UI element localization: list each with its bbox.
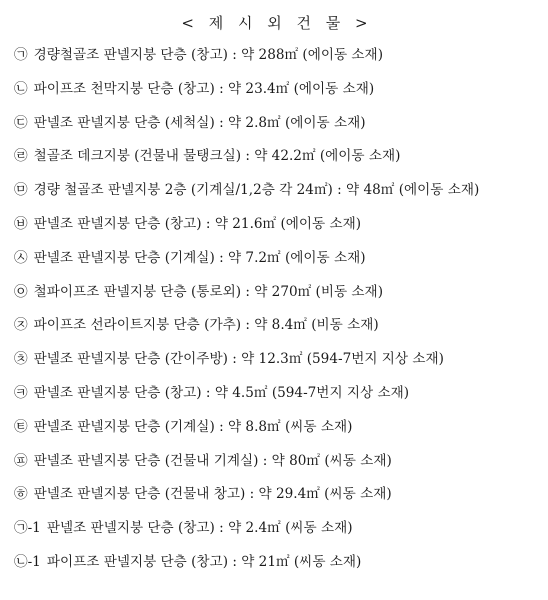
item-marker: ㉨ [14, 317, 28, 334]
item-marker: ㉪ [14, 384, 28, 401]
list-item [14, 242, 540, 276]
item-text: 철파이프조 판넬지붕 단층 (통로외) : 약 270㎡ (비동 소재) [33, 283, 383, 300]
item-text: 판넬조 판넬지붕 단층 (세척실) : 약 2.8㎡ (에이동 소재) [33, 114, 366, 131]
item-marker: ㉫ [14, 418, 28, 435]
item-marker: ㉧ [14, 283, 28, 300]
item-text: 판넬조 판넬지붕 단층 (기계실) : 약 7.2㎡ (에이동 소재) [33, 249, 366, 266]
item-marker: ㉡-1 [14, 553, 41, 570]
list-item [14, 512, 540, 546]
item-text: 파이프조 천막지붕 단층 (창고) : 약 23.4㎡ (에이동 소재) [33, 80, 375, 97]
building-list [14, 39, 540, 580]
item-text: 판넬조 판넬지붕 단층 (건물내 기계실) : 약 80㎡ (씨동 소재) [33, 452, 392, 469]
list-item [14, 546, 540, 580]
item-marker: ㉬ [14, 452, 28, 469]
item-text: 경량 철골조 판넬지붕 2층 (기계실/1,2층 각 24㎡) : 약 48㎡ (에이동 소재) [33, 182, 480, 199]
document-title: < 제 시 외 건 물 > [181, 14, 373, 32]
item-marker: ㉢ [14, 114, 28, 131]
item-text: 판넬조 판넬지붕 단층 (창고) : 약 4.5㎡ (594-7번지 지상 소재) [33, 384, 410, 401]
list-item [14, 445, 540, 479]
item-text: 파이프조 판넬지붕 단층 (창고) : 약 21㎡ (씨동 소재) [46, 553, 362, 570]
list-item [14, 411, 540, 445]
list-item [14, 309, 540, 343]
item-marker: ㉥ [14, 215, 28, 232]
item-marker: ㉠ [14, 47, 28, 63]
list-item [14, 377, 540, 411]
item-marker: ㉠-1 [14, 520, 41, 537]
item-text: 판넬조 판넬지붕 단층 (건물내 창고) : 약 29.4㎡ (씨동 소재) [33, 486, 392, 503]
list-item [14, 478, 540, 512]
list-item [14, 73, 540, 107]
item-marker: ㉭ [14, 486, 28, 503]
list-item [14, 174, 540, 208]
list-item [14, 140, 540, 174]
item-marker: ㉤ [14, 182, 28, 199]
item-marker: ㉡ [14, 80, 28, 97]
item-marker: ㉦ [14, 249, 28, 266]
item-text: 판넬조 판넬지붕 단층 (기계실) : 약 8.8㎡ (씨동 소재) [33, 418, 353, 435]
list-item [14, 208, 540, 242]
list-item [14, 107, 540, 141]
list-item [14, 276, 540, 310]
item-text: 파이프조 선라이트지붕 단층 (가추) : 약 8.4㎡ (비동 소재) [33, 317, 379, 334]
item-text: 판넬조 판넬지붕 단층 (창고) : 약 21.6㎡ (에이동 소재) [33, 215, 362, 232]
item-marker: ㉩ [14, 351, 28, 368]
item-text: 판넬조 판넬지붕 단층 (창고) : 약 2.4㎡ (씨동 소재) [46, 520, 353, 537]
item-marker: ㉣ [14, 148, 28, 165]
list-item [14, 343, 540, 377]
list-item [14, 39, 540, 73]
item-text: 판넬조 판넬지붕 단층 (간이주방) : 약 12.3㎡ (594-7번지 지상 소재) [33, 351, 444, 368]
item-text: 철골조 데크지붕 (건물내 물탱크실) : 약 42.2㎡ (에이동 소재) [33, 148, 401, 165]
item-text: 경량철골조 판넬지붕 단층 (창고) : 약 288㎡ (에이동 소재) [33, 47, 383, 63]
